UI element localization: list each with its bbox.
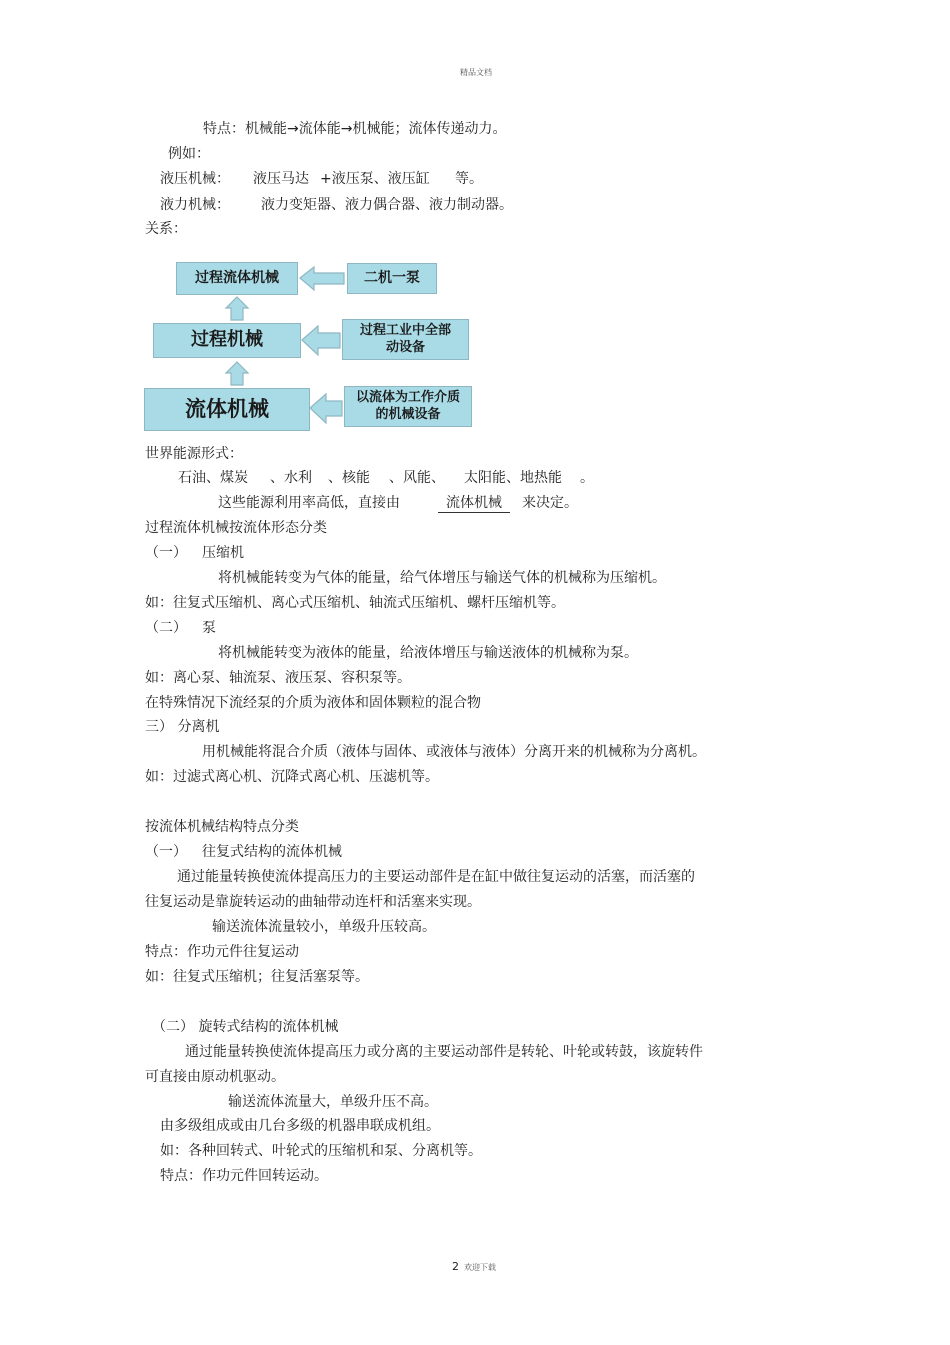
classification-by-form: 过程流体机械按流体形态分类 bbox=[145, 520, 327, 536]
rotary-feature: 特点：作功元件回转运动。 bbox=[160, 1168, 328, 1184]
footer-label: 欢迎下载 bbox=[464, 1263, 496, 1272]
rotary-examples: 如：各种回转式、叶轮式的压缩机和泵、分离机等。 bbox=[160, 1143, 482, 1159]
note-process-industry-line1: 过程工业中全部 bbox=[359, 323, 451, 339]
hydraulic-label: 液压机械： bbox=[160, 171, 230, 187]
rotary-desc-2: 可直接由原动机驱动。 bbox=[145, 1069, 285, 1085]
energy-efficiency-text: 这些能源利用率高低，直接由 bbox=[218, 495, 400, 511]
hydraulic-pump: +液压泵、液压缸 bbox=[320, 171, 430, 187]
note-fluid-medium bbox=[344, 386, 472, 427]
reciprocating-feature: 特点：作功元件往复运动 bbox=[145, 944, 299, 960]
energy-forms-label: 世界能源形式： bbox=[145, 446, 243, 462]
box-process-machinery: 过程机械 bbox=[153, 323, 301, 358]
note-process-industry-line2: 动设备 bbox=[385, 339, 425, 355]
section-1-title: 压缩机 bbox=[202, 545, 244, 561]
section-1-number: （一） bbox=[145, 545, 187, 561]
separator-examples: 如：过滤式离心机、沉降式离心机、压滤机等。 bbox=[145, 769, 439, 785]
reciprocating-examples: 如：往复式压缩机；往复活塞泵等。 bbox=[145, 969, 369, 985]
box-fluid-machinery: 流体机械 bbox=[144, 388, 310, 431]
energy-nuclear: 、核能 bbox=[328, 470, 370, 486]
note-two-machines-one-pump: 二机一泵 bbox=[347, 263, 437, 294]
classification-by-structure: 按流体机械结构特点分类 bbox=[145, 819, 299, 835]
note-fluid-medium-line2: 的机械设备 bbox=[375, 406, 441, 422]
feature-line: 特点：机械能→流体能→机械能；流体传递动力。 bbox=[203, 121, 507, 137]
hydrodynamic-items: 液力变矩器、液力偶合器、液力制动器。 bbox=[261, 197, 513, 213]
pump-definition: 将机械能转变为液体的能量，给液体增压与输送液体的机械称为泵。 bbox=[218, 645, 638, 661]
hydrodynamic-label: 液力机械： bbox=[160, 197, 230, 213]
header-label: 精品文档 bbox=[460, 68, 492, 77]
fluid-machinery-underlined: 流体机械 bbox=[438, 494, 510, 513]
box-process-fluid-machinery: 过程流体机械 bbox=[176, 262, 298, 295]
note-process-industry bbox=[342, 319, 469, 360]
compressor-definition: 将机械能转变为气体的能量，给气体增压与输送气体的机械称为压缩机。 bbox=[218, 570, 666, 586]
reciprocating-flow: 输送流体流量较小，单级升压较高。 bbox=[212, 919, 436, 935]
note-fluid-medium-line1: 以流体为工作介质 bbox=[355, 390, 460, 406]
section-3-title: 三） 分离机 bbox=[145, 719, 220, 735]
energy-wind: 、风能、 bbox=[389, 470, 445, 486]
pump-special-case: 在特殊情况下流经泵的介质为液体和固体颗粒的混合物 bbox=[145, 695, 481, 711]
rotary-flow: 输送流体流量大，单级升压不高。 bbox=[228, 1094, 438, 1110]
energy-water: 、水利 bbox=[270, 470, 312, 486]
compressor-examples: 如：往复式压缩机、离心式压缩机、轴流式压缩机、螺杆压缩机等。 bbox=[145, 595, 565, 611]
example-label: 例如： bbox=[168, 146, 210, 162]
reciprocating-desc-2: 往复运动是靠旋转运动的曲轴带动连杆和活塞来实现。 bbox=[145, 894, 481, 910]
structure-1-title: 往复式结构的流体机械 bbox=[202, 844, 342, 860]
energy-end: 。 bbox=[580, 470, 594, 486]
hydraulic-etc: 等。 bbox=[455, 171, 483, 187]
energy-solar-geo: 太阳能、地热能 bbox=[464, 470, 562, 486]
structure-1-number: （一） bbox=[145, 844, 187, 860]
rotary-multistage: 由多级组成或由几台多级的机器串联成机组。 bbox=[160, 1118, 440, 1134]
separator-definition: 用机械能将混合介质（液体与固体、或液体与液体）分离开来的机械称为分离机。 bbox=[202, 744, 706, 760]
energy-decide-text: 来决定。 bbox=[522, 495, 578, 511]
energy-oil-coal: 石油、煤炭 bbox=[178, 470, 248, 486]
structure-2-title: （二） 旋转式结构的流体机械 bbox=[152, 1019, 339, 1035]
reciprocating-desc-1: 通过能量转换使流体提高压力的主要运动部件是在缸中做往复运动的活塞，而活塞的 bbox=[177, 869, 695, 885]
rotary-desc-1: 通过能量转换使流体提高压力或分离的主要运动部件是转轮、叶轮或转鼓，该旋转件 bbox=[185, 1044, 703, 1060]
pump-examples: 如：离心泵、轴流泵、液压泵、容积泵等。 bbox=[145, 670, 411, 686]
page-number: 2 bbox=[452, 1260, 459, 1273]
section-2-number: （二） bbox=[145, 620, 187, 636]
relation-label: 关系： bbox=[145, 221, 187, 237]
hydraulic-motor: 液压马达 bbox=[253, 171, 309, 187]
section-2-title: 泵 bbox=[202, 620, 216, 636]
